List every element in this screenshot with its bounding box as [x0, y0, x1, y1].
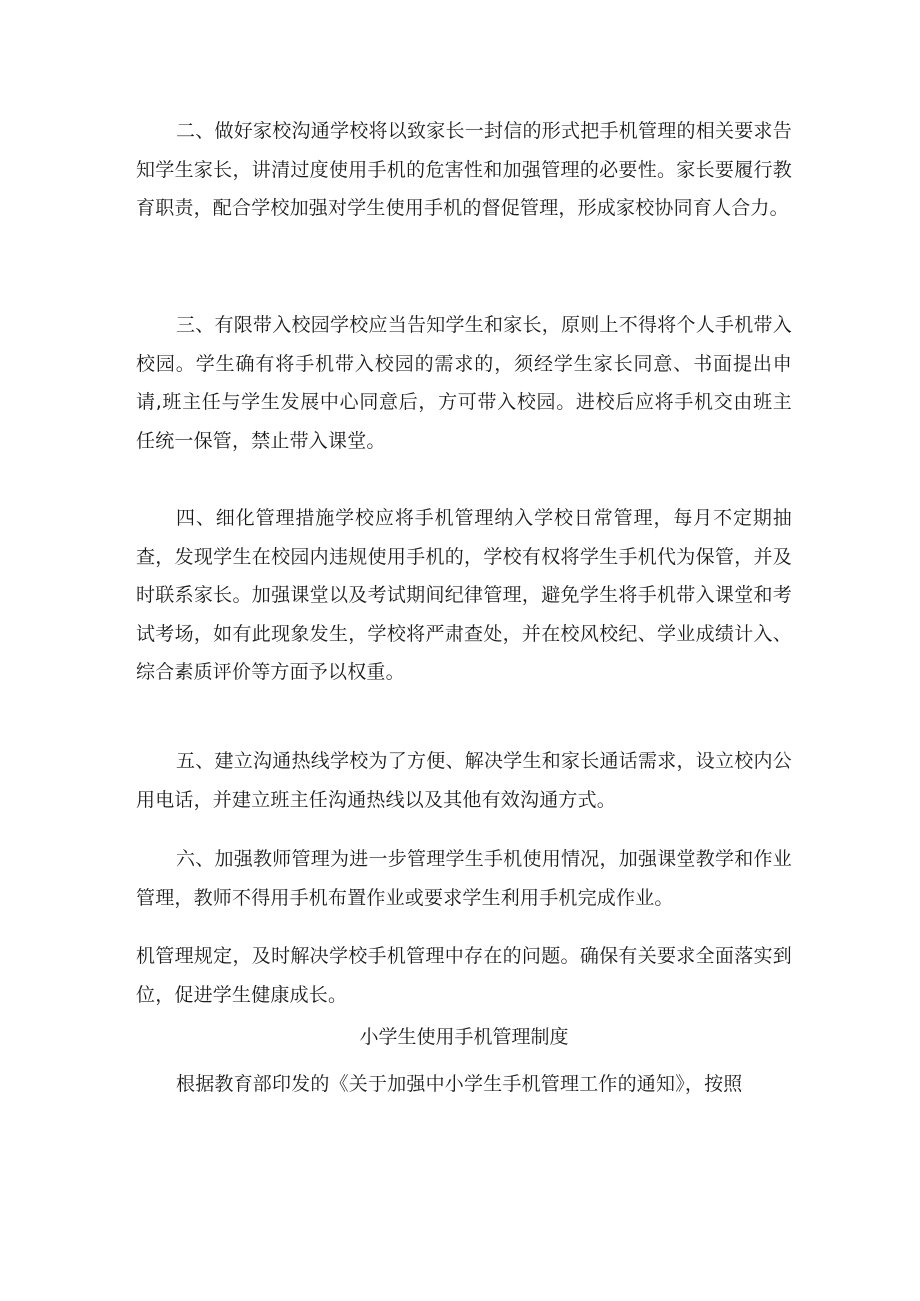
- continuation-paragraph: 机管理规定，及时解决学校手机管理中存在的问题。确保有关要求全面落实到位，促进学生健康成长。: [136, 945, 792, 1006]
- paragraph-two: 二、做好家校沟通学校将以致家长一封信的形式把手机管理的相关要求告知学生家长，讲清过度使用手机的危害性和加强管理的必要性。家长要履行教育职责，配合学校加强对学生使用手机的督促管理，形成家校协同育人合力。: [136, 120, 792, 219]
- paragraph-five: 五、建立沟通热线学校为了方便、解决学生和家长通话需求，设立校内公用电话，并建立班主任沟通热线以及其他有效沟通方式。: [136, 750, 792, 811]
- paragraph-three: 三、有限带入校园学校应当告知学生和家长，原则上不得将个人手机带入校园。学生确有将手机带入校园的需求的，须经学生家长同意、书面提出申请,班主任与学生发展中心同意后，方可带入校园。进校后应将手机交由班主任统一保管，禁止带入课堂。: [136, 314, 792, 452]
- paragraph-four: 四、细化管理措施学校应将手机管理纳入学校日常管理，每月不定期抽查，发现学生在校园内违规使用手机的，学校有权将学生手机代为保管，并及时联系家长。加强课堂以及考试期间纪律管理，避免学生将手机带入课堂和考试考场，如有此现象发生，学校将严肃查处，并在校风校纪、学业成绩计入、综合素质评价等方面予以权重。: [136, 507, 792, 683]
- intro-paragraph: 根据教育部印发的《关于加强中小学生手机管理工作的通知》，按照: [176, 1073, 743, 1095]
- section-title: 小学生使用手机管理制度: [359, 1026, 569, 1048]
- paragraph-six: 六、加强教师管理为进一步管理学生手机使用情况，加强课堂教学和作业管理，教师不得用手机布置作业或要求学生利用手机完成作业。: [136, 848, 792, 909]
